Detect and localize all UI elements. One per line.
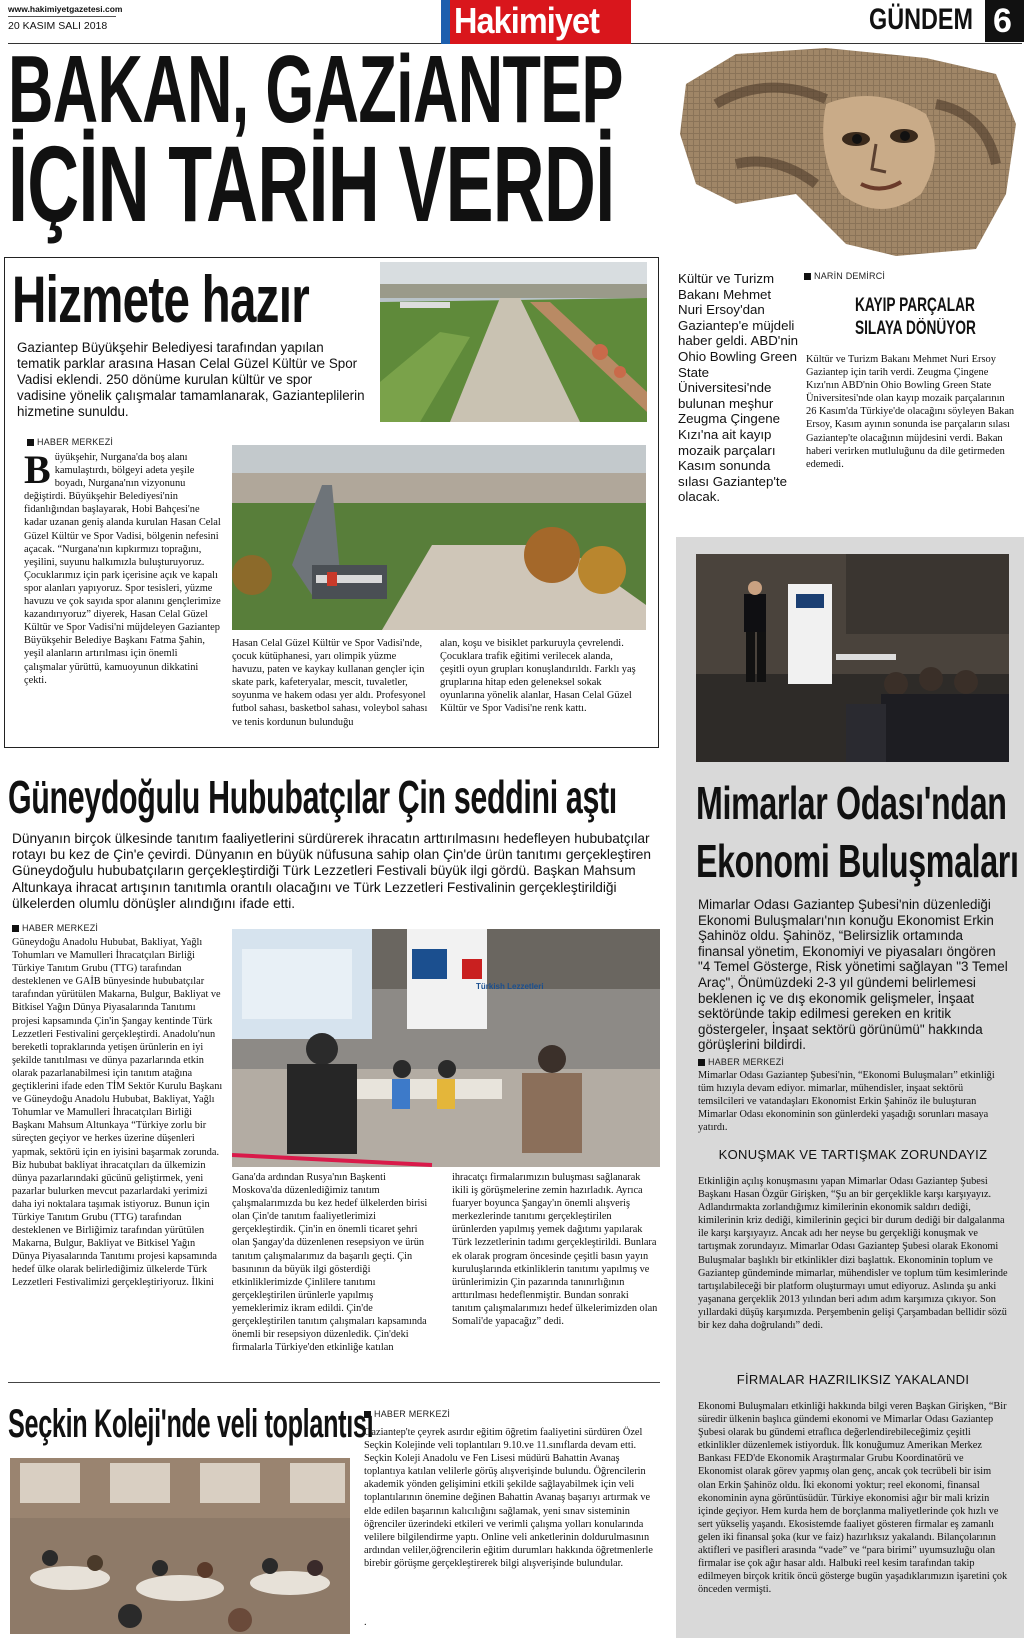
lead-byline: NARİN DEMİRCİ [804, 271, 885, 281]
lead-headline-line2: İÇİN TARİH VERDİ [8, 123, 615, 244]
architects-headline-line2: Ekonomi Buluşmaları [696, 835, 1019, 887]
china-headline: Güneydoğulu Hububatçılar Çin seddini aştı [8, 771, 617, 823]
lead-body: Kültür ve Turizm Bakanı Mehmet Nuri Ersoy Gaziantep için tarih verdi. Zeugma Çingene Kızı'nın ABD'nin Ohio Bowling Green State Üniversitesi'nde olan kayıp mozaik parçalarının 26 Kasım'da Türkiye'de olacağını söyleyen Bakan Ersoy, Kasım ayının sonunda ise parçaların sılası Gaziantep'te olacağının müjdesini verdi. Bakan haberi verirken mutluluğunu da dile getirmeden edemedi. [806, 354, 1015, 470]
architects-intro: Mimarlar Odası Gaziantep Şubesi'nin, “Ekonomi Buluşmaları” etkinliği tüm hızıyla devam ediyor. mimarlar, mühendisler, inşaat sektörü temsilcileri ve vatandaşları Ekonomist Erkin Şahinöz ile buluşturan Mimarlar Odası ekonominin son günlerdeki yaşadığı sorunları masaya yatırdı. [698, 1070, 995, 1134]
section-label: GÜNDEM [869, 3, 974, 36]
china-body-col3: ihracatçı firmalarımızın buluşması sağlanarak ikili iş görüşmelerine zemin hazırladık. Ayrıca fuaryer boyunca Şangay'ın önemli alışveriş merkezlerinde tanıtımı gerçekleştirilen ürünlerden yapılmış yemek dağıtımı yapılarak Türk lezzetlerinin tadımı gerçekleştirildi. Bunlara ek olarak program öncesinde çeşitli basın yayın kuruluşlarında etkinliklerin tanıtımı yapılmış ve ürünlerimizin Çin pazarında tanınırlığının arttırılması hedeflenmiştir. Bundan sonraki tanıtım çalışmalarımızı hedef ülkelerimizden olan Somali'de yapacağız” dedi. [452, 1172, 658, 1328]
lead-subhead-line1: KAYIP PARÇALAR [855, 295, 975, 316]
zeugma-mosaic-photo [676, 44, 1022, 256]
park-lead: Gaziantep Büyükşehir Belediyesi tarafından yapılan tematik parklar arasına Hasan Celal Güzel Kültür ve Spor Vadisi eklendi. 250 dönüme kurulan kültür ve spor vadisine yönelik çalışmalar tamamlanarak, Gazianteplilerin hizmetine sunuldu. [17, 340, 365, 419]
lead-headline-line1: BAKAN, GAZiANTEP [8, 36, 623, 143]
china-byline: HABER MERKEZİ [12, 923, 98, 933]
architects-subhead1: KONUŞMAK VE TARTIŞMAK ZORUNDAYIZ [718, 1147, 988, 1162]
lead-subhead-line2: SILAYA DÖNÜYOR [855, 318, 976, 339]
architects-para2: Ekonomi Buluşmaları etkinliği hakkında bilgi veren Başkan Girişken, “Bir süredir ülkenin başlıca gündemi ekonomi ve Mimarlar Odası Gaziantep Şubesi olarak bu gündemi etraflıca değerlendirebileceğimiz çeşitli etkinlikler düzenlemek istiyorduk. İlk konuğumuz Amerikan Merkez Bankası FED'de Ekonomik Araştırmalar Grubu Koordinatörü ve Ekonomist olarak görev yapmış olan genç, ancak çok tecrübeli bir isim olan Erkin Şahinöz oldu. İki ekonomi yoktur; reel ekonomi, finansal ekonominin ayna görüntüsüdür. Türkiye ekonomisi ağır bir mali krizin içinde geçiyor. Hem kurda hem de borçlanma maliyetlerinde çok hızlı ve sert yükseliş yaşandı. Ekosistemde faaliyet gösteren firmalar eş zamanlı gelen iki finansal şoka (kur ve faiz) hazırlıksız yakalandı. Bilançolarının aktifleri ve pasifleri arasında “vade” ve “para birimi” uyumsuzluğu olan firmalar ise çok ağır hasar aldı. Halbuki reel kesim tarafından takip edilmeyen birçok kritik öncü gösterge bugün yaşadıklarımızın işaretini çok önceden vermişti. [698, 1401, 1008, 1596]
architects-subhead2: FİRMALAR HAZRILIKSIZ YAKALANDI [736, 1372, 970, 1387]
park-monument-photo [232, 445, 646, 630]
issue-date: 20 KASIM SALI 2018 [8, 20, 108, 32]
masthead-rule [8, 16, 116, 17]
park-body-col2: Hasan Celal Güzel Kültür ve Spor Vadisi'nde, çocuk kütüphanesi, yarı olimpik yüzme havuzu, paten ve kaykay kullanan gençler için skate park, kafeteryalar, mescit, tuvaletler, soyunma ve hakem odası yer aldı. Profesyonel futbol sahası, basketbol sahası, voleybol sahası ve tenis kordunun bulunduğu [232, 638, 428, 728]
school-headline: Seçkin Koleji'nde veli toplantısı [8, 1402, 374, 1446]
school-body: Gaziantep'te çeyrek asırdır eğitim öğretim faaliyetini sürdüren Özel Seçkin Kolejinde veli toplantıları 9.10.ve 11.sınıflarda devam etti. Seçkin Koleji Anadolu ve Fen Lisesi müdürü Bahattin Avanaş toplantıya katılan velilerle görüş alışverişinde bulundu. Öğrencilerin akademik yönden gelişimini etkili şekilde sağlayabilmek için veli toplantılarının önemine değinen Bahattin Avanaş başarıyı artırmak ve elde edilen başarının kalıcılığını sağlamak, yeni sınav sisteminin öğrenciler üzerindeki etkileri ve verimli çalışma yolları konularında velilere bilgilendirme yaptı. Online veli anketlerinin doldurulmasının ardından veliler,öğrencilerin eğitim durumları hakkında öğretmenlerle birebir görüşme gerçekleştirerek bilgi alışverişinde bulundular. [364, 1427, 653, 1569]
school-rule [8, 1382, 660, 1383]
architects-event-photo [696, 554, 1009, 762]
architects-lead: Mimarlar Odası Gaziantep Şubesi'nin düzenlediği Ekonomi Buluşmaları'nın konuğu Ekonomist Erkin Şahinöz oldu. Şahinöz, “Belirsizlik ortamında finansal yönetim, Ekonomiyi ve piyasaları öngören "4 Temel Gösterge, Risk yönetimi sağlayan "3 Temel Araç", Önümüzdeki 2-3 yıl gündemi belirlemesi beklenen iç ve dış ekonomik gelişmeler, İnşaat sektöründe takip edilmesi gereken en kritik göstergeler, İnşaat sektörü görünümü" hakkında görüşlerini bildirdi. [698, 897, 1008, 1053]
china-body-col2: Gana'da ardından Rusya'nın Başkenti Moskova'da düzenlediğimiz tanıtım çalışmalarımızda bu kez hedef ülkelerden birisi olan Çin'de tanıtım faaliyetlerimizi gerçekleştirdik. Çin'in en önemli ticaret şehri olan Şangay'da düzenlenen resepsiyon ve ürün tanıtım çalışmalarımız da başarılı geçti. Çin basınının da büyük ilgi gösterdiği etkinliklerimizde Çinlilere tanıtımı gerçekleştirilen ürünlerle yapılmış yemeklerimiz ikram edildi. Çin'de gerçekleştirilen tanıtım çalışmaları kapsamında önemli bir resepsiyon düzenledik. Çin'deki firmalarla Türkiye'den etkinliğe katılan [232, 1172, 428, 1354]
park-body-col1 [24, 447, 222, 687]
architects-byline: HABER MERKEZİ [698, 1057, 784, 1067]
architects-headline-line1: Mimarlar Odası'ndan [696, 777, 1007, 829]
logo-wordmark: Hakimiyet [454, 0, 599, 41]
page-number: 6 [993, 2, 1012, 40]
architects-para1: Etkinliğin açılış konuşmasını yapan Mimarlar Odası Gaziantep Şubesi Başkanı Hasan Özgür Girişken, “Şu an bir gerçeklikle karşı karşıyayız. Adlandırmakta zorlandığımız kimilerinin ekonomik saldırı dediği, kimilerinin kriz dediği, kimilerinin geçici bir durum dediği bir dalgalanma ile karşı karşıyayız. Ancak adı her neyse bu gerçekliği konuşmak ve tartışmak zorundayız. Mimarlar Odası Gaziantep Şubesi olarak Ekonomi Buluşmalar başlıklı bir etkinlikler dizi başlattık. Ekonominin toplum ve Gaziantep gündeminde mimarlar, mühendisler ve toplum tüm kesimlerinde tartışılabileceği bir platform oluşturmayı umut ediyoruz. Aslında şu anki yaşanana gerçeklik 2013 yılından beri adım adım karşımıza çıkıyor. Son yıllardaki düşüş karşımızda. Perşembenin gelişi Çarşambadan bellidir sözü bir kez daha doğrulandı” dedi. [698, 1176, 1008, 1332]
park-body-col3: alan, koşu ve bisiklet parkuruyla çevrelendi. Çocuklara trafik eğitimi verilecek alanda, çeşitli oyun grupları konuşlandırıldı. Farklı yaş gruplarına hitap eden geleneksel sokak oyunlarına yönelik alanlar, Hasan Celal Güzel Kültür ve Spor Vadisi'ne renk kattı. [440, 638, 636, 715]
website-url[interactable]: www.hakimiyetgazetesi.com [8, 4, 123, 14]
park-dropcap: B [24, 447, 51, 492]
park-headline: Hizmete hazır [12, 262, 309, 336]
school-meeting-photo [10, 1458, 350, 1634]
lead-summary: Kültür ve Turizm Bakanı Mehmet Nuri Ersoy'dan Gaziantep'e müjdeli haber geldi. ABD'nin Ohio Bowling Green State Üniversitesi'nde bulunan meşhur Zeugma Çingene Kızı'na ait kayıp mozaik parçaları Kasım sonunda sılası Gaziantep'te olacak. [678, 271, 799, 505]
china-lead: Dünyanın birçok ülkesinde tanıtım faaliyetlerini sürdürerek ihracatın arttırılmasını hedefleyen hububatçılar rotayı bu kez de Çin'e çevirdi. Dünyanın en büyük nüfusuna sahip olan Çin'de ürün tanıtımı gerçekleştiren Güneydoğulu hububatçıların gerçekleştirdiği Türk Lezzetleri Festivali büyük ilgi gördü. Başkan Mahsum Altunkaya ihracat artışının tanıtımla orantılı olacağını ve Türk Lezzetleri Festivalinin gerçekleştirildiği ülkelerden olumlu dönüşler alındığını ifade etti. [12, 831, 652, 911]
page-end-dot: . [364, 1617, 367, 1628]
school-byline: HABER MERKEZİ [364, 1409, 450, 1419]
park-byline: HABER MERKEZİ [27, 437, 113, 447]
china-body-col1: Güneydoğu Anadolu Hububat, Bakliyat, Yağlı Tohumları ve Mamulleri İhracatçıları Birliği Türkiye Tanıtım Grubu (TTG) tarafından desteklenen ve GAİB bünyesinde hububatçılar tarafından yürütülen Makarna, Bulgur, Bakliyat ve Bitkisel Yağın Dünya Piyasalarında Tanıtımı projesi kapsamında Çin'in Şangay kentinde Türk Lezzetleri Festivalini gerçekleştirdi. Anadolu'nun bereketli topraklarında yetişen ürünlerin en iyi şekilde tanıtılması ve dünya pazarlarında etkin olarak pazarlanabilmesi için tanıtım atağına geçtiklerini ifade eden TİM Sektör Kurulu Başkanı ve Güneydoğu Anadolu Hububat, Bakliyat, Yağlı Tohumlar ve Mamulleri İhracatçıları Birliği Başkanı Mahsum Altunkaya “Türkiye zorlu bir süreçten geçiyor ve herkes üzerine düşenleri yapmak, sektörü için en iyisini başarmak zorunda. Biz hububat bakliyat ihracatçıları da ülkemizin dünya pazarlarındaki gücünü geliştirmek, yeni pazarlar bulurken mevcut pazarlardaki yerimizi daha iyi noktalara taşımak istiyoruz. Bunun için Türkiye Tanıtım Grubu (TTG) tarafından desteklenen ve Birliğimiz tarafından yürütülen Makarna, Bulgur, Bakliyat ve Bitkisel Yağın Dünya Piyasalarında Tanıtımı projesi kapsamında hedef ülke olarak belirlediğimiz ülkelerde Türk Lezzetleri Festivalimizi gerçekleştiriyoruz. İlkini [12, 937, 223, 1289]
china-festival-photo [232, 929, 660, 1167]
park-col1-text: üyükşehir, Nurgana'da boş alanı kamulaştırdı, bölgeyi adeta yeşile boyadı, Nurgana'nın vizyonunu değiştirdi. Büyükşehir Belediyesi'nin fidanlığından başlayarak, Hobi Bahçesi'ne kadar uzanan geniş alanda kurulan Hasan Celal Güzel Kültür ve Spor Vadisi, bölgenin nefesini açacak. “Nurgana'nın kıpkırmızı toprağını, yeşilini, suyunu halkımızla buluşturuyoruz. Çocuklarımız için park içerisine açık ve kapalı spor alanları yapıyoruz. Spor tesisleri, yüzme havuzu ve çok sayıda spor alanını gençlerimize kazandırıyoruz” diyerek, Hasan Celal Güzel Kültür ve Spor Vadisi'ni müjdeleyen Gaziantep Büyükşehir Belediye Başkanı Fatma Şahin, yeşil alanların artırılması için önemli çalışmalar yürüttü, kamuoyunun dikkatini çekti. [24, 452, 221, 686]
park-aerial-photo [380, 262, 647, 422]
china-bus-label: Türkish Lezzetleri [476, 982, 544, 991]
